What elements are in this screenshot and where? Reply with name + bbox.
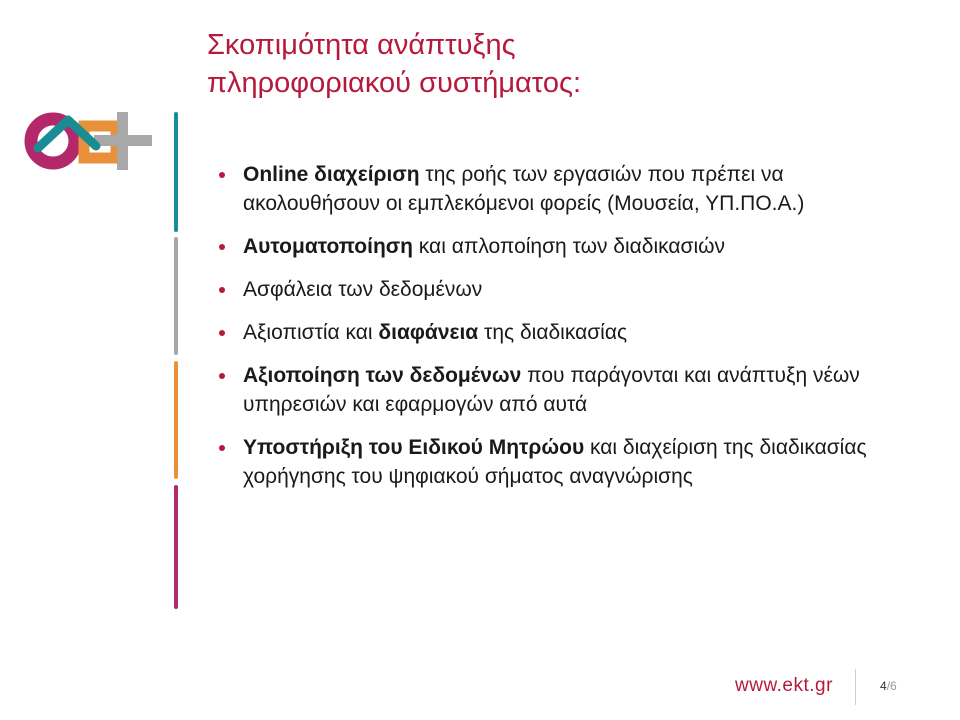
list-item: [213, 160, 913, 218]
bullet-text: και απλοποίηση των διαδικασιών: [412, 235, 726, 258]
page-number: [880, 679, 897, 693]
list-item: [213, 361, 913, 419]
accent-bar-teal: [174, 112, 178, 232]
bullet-dot-icon: [219, 287, 225, 293]
list-item: [213, 232, 913, 261]
bullet-bold-text: Αυτοματοποίηση: [243, 235, 413, 258]
footer-url[interactable]: www.ekt.gr: [735, 675, 833, 696]
bullet-text: Ασφάλεια των δεδομένων: [243, 278, 483, 301]
bullet-text: και διαχείριση της διαδικασίας χορήγησης του ψηφιακού σήματος αναγνώρισης: [243, 436, 867, 488]
bullet-pre-text: Αξιοπιστία και: [243, 321, 379, 344]
list-item: [213, 318, 913, 347]
slide-title: [207, 26, 907, 102]
bullet-text: της διαδικασίας: [478, 321, 628, 344]
bullet-dot-icon: [219, 244, 225, 250]
list-item: [213, 275, 913, 304]
slide-title-line-1: Σκοπιμότητα ανάπτυξης: [207, 29, 516, 61]
bullet-bold-text: Υποστήριξη του Ειδικού Μητρώου: [243, 436, 585, 459]
ekt-logo-icon: [14, 104, 158, 180]
bullet-list: [213, 160, 913, 505]
slide-title-line-2: πληροφοριακού συστήματος:: [207, 67, 582, 99]
bullet-dot-icon: [219, 330, 225, 336]
list-item: [213, 433, 913, 491]
bullet-bold-text: Online διαχείριση: [243, 163, 420, 186]
bullet-bold-text: Αξιοποίηση των δεδομένων: [243, 364, 522, 387]
bullet-text: που παράγονται και ανάπτυξη νέων υπηρεσιών και εφαρμογών από αυτά: [243, 364, 860, 416]
bullet-dot-icon: [219, 373, 225, 379]
page-total: /6: [886, 679, 897, 693]
bullet-dot-icon: [219, 172, 225, 178]
bullet-text: της ροής των εργασιών που πρέπει να ακολουθήσουν οι εμπλεκόμενοι φορείς (Μουσεία, ΥΠ.ΠΟ.Α.): [243, 163, 805, 215]
accent-bar-magenta: [174, 485, 178, 609]
accent-bar-orange: [174, 361, 178, 479]
bullet-bold-text: διαφάνεια: [378, 321, 479, 344]
page-current: 4: [880, 679, 887, 693]
accent-bar-gray: [174, 237, 178, 355]
bullet-dot-icon: [219, 445, 225, 451]
footer-divider: [855, 669, 856, 705]
